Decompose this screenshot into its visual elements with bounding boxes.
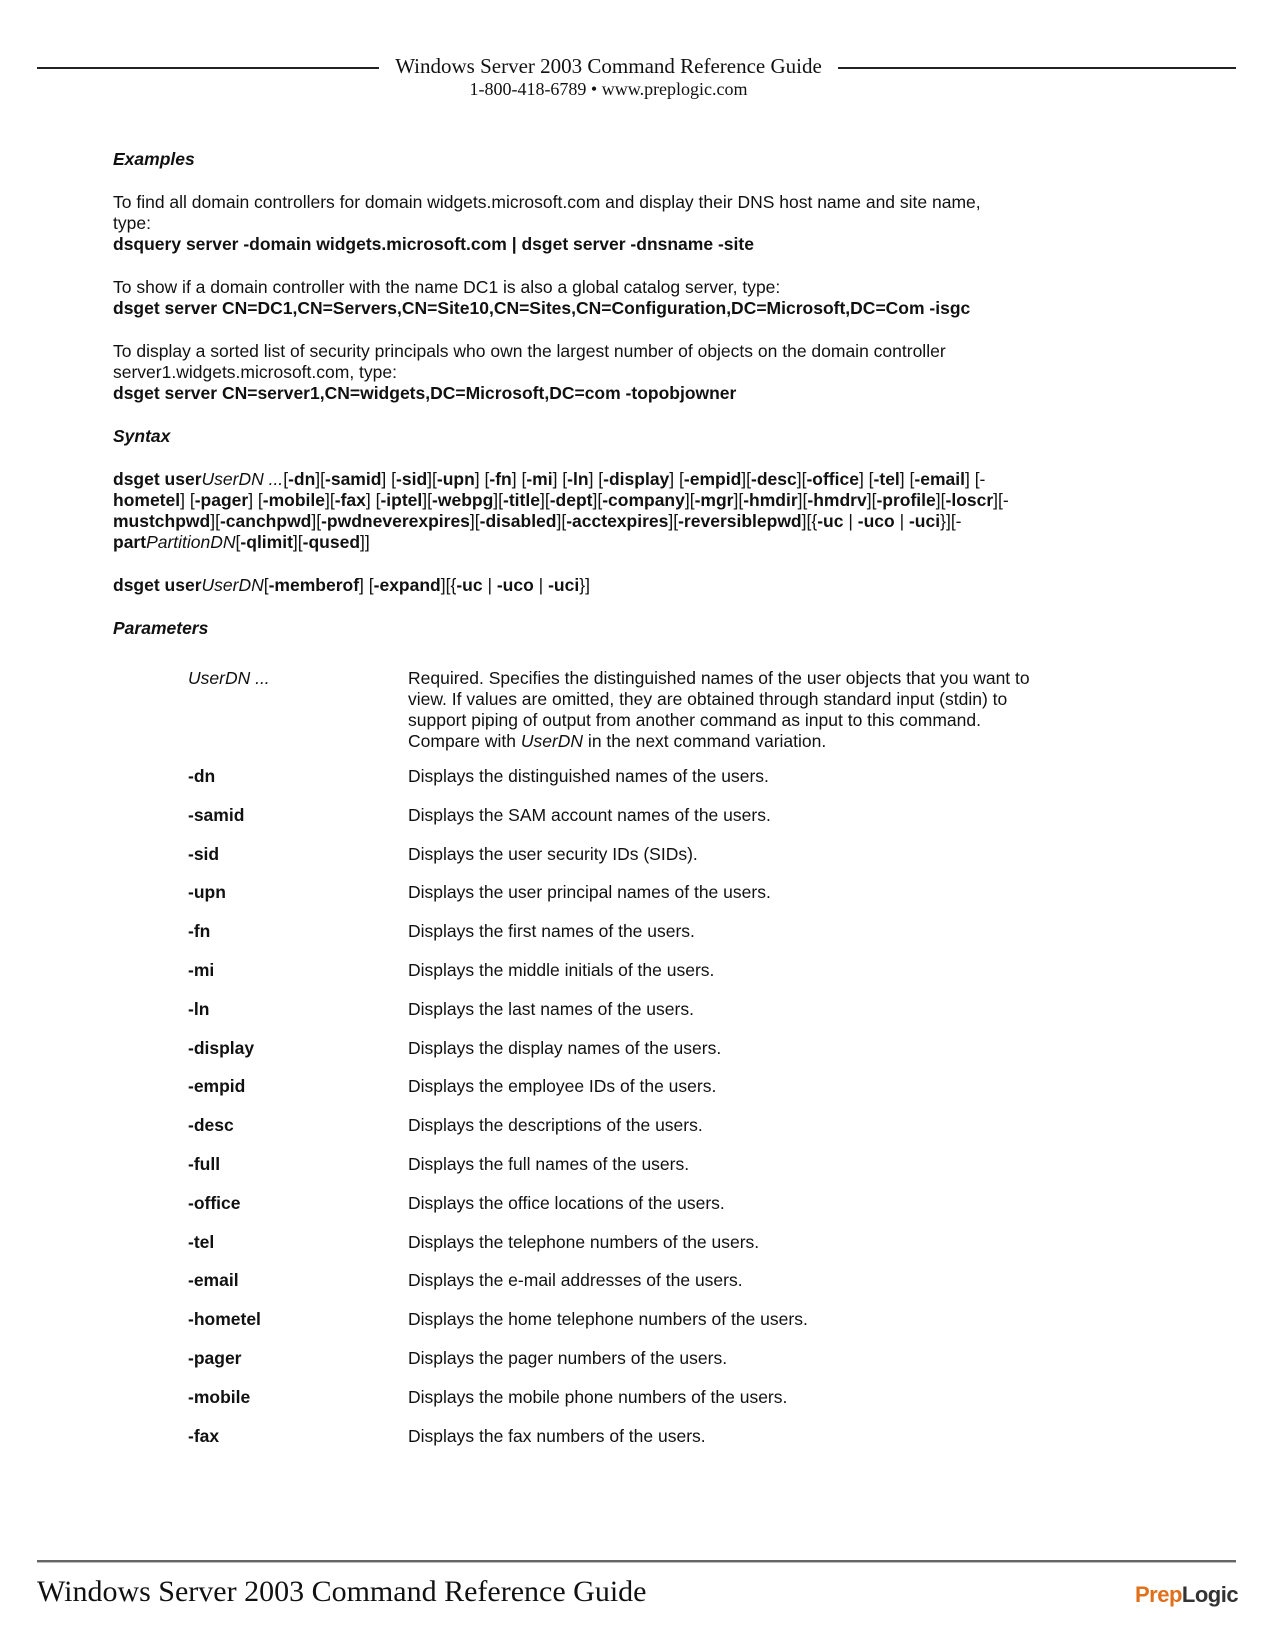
syntax-token: -desc xyxy=(751,469,797,489)
footer-title: Windows Server 2003 Command Reference Guide xyxy=(37,1575,647,1608)
parameter-description: Displays the middle initials of the users. xyxy=(408,959,715,980)
parameter-name: -samid xyxy=(188,804,245,825)
syntax-line-1 xyxy=(113,469,1083,490)
parameter-row xyxy=(188,1426,1088,1447)
syntax-token: -webpg xyxy=(432,490,494,510)
parameter-row xyxy=(188,1387,1088,1408)
syntax-line-2 xyxy=(113,490,1083,511)
syntax-token: -uc xyxy=(817,511,844,531)
parameter-description: Displays the user security IDs (SIDs). xyxy=(408,843,698,864)
syntax-line-4 xyxy=(113,532,1083,553)
syntax-token: -qlimit xyxy=(240,532,293,552)
syntax-token: -mi xyxy=(526,469,553,489)
parameter-description: Displays the home telephone numbers of the users. xyxy=(408,1309,808,1330)
parameter-description-line: Required. Specifies the distinguished names of the user objects that you want to xyxy=(408,668,1030,688)
syntax-token: ] [ xyxy=(669,469,684,489)
parameter-name: -display xyxy=(188,1037,255,1058)
parameter-row xyxy=(188,1193,1088,1214)
parameter-rows xyxy=(188,766,1088,1447)
parameter-description: Displays the last names of the users. xyxy=(408,998,694,1019)
syntax-token: ][ xyxy=(684,490,695,510)
syntax-token: ][ xyxy=(668,511,679,531)
syntax-token: dsget user xyxy=(113,575,202,595)
page-header xyxy=(0,50,1275,110)
parameter-description: Displays the full names of the users. xyxy=(408,1153,690,1174)
parameter-description: Displays the office locations of the users. xyxy=(408,1192,725,1213)
syntax-token: ] [ xyxy=(180,490,195,510)
syntax-token: UserDN xyxy=(201,575,264,595)
parameter-row xyxy=(188,1232,1088,1253)
syntax-token: part xyxy=(113,532,147,552)
syntax-token: | xyxy=(482,575,497,595)
syntax-token: -memberof xyxy=(268,575,360,595)
syntax-token: | xyxy=(894,511,909,531)
parameter-name: -mi xyxy=(188,959,215,980)
syntax-token: -ln xyxy=(567,469,589,489)
syntax-token: ][ xyxy=(733,490,744,510)
example-1-command: dsquery server -domain widgets.microsoft.com | dsget server -dnsname -site xyxy=(113,234,754,254)
parameter-row xyxy=(188,1270,1088,1291)
syntax-token: ] [ xyxy=(858,469,874,489)
parameter-row xyxy=(188,1348,1088,1369)
parameter-description: Displays the fax numbers of the users. xyxy=(408,1425,706,1446)
syntax-token: ][ xyxy=(469,511,480,531)
syntax-token: -uco xyxy=(857,511,895,531)
syntax-token: | xyxy=(843,511,858,531)
syntax-token: ][ xyxy=(422,490,433,510)
parameter-name: -sid xyxy=(188,843,220,864)
parameter-row xyxy=(188,766,1088,787)
parameter-row xyxy=(188,882,1088,903)
parameter-description: Displays the mobile phone numbers of the users. xyxy=(408,1386,788,1407)
syntax-token: ][ xyxy=(427,469,437,489)
syntax-token: PartitionDN xyxy=(146,532,236,552)
parameter-name: -fax xyxy=(188,1425,220,1446)
parameter-name: -pager xyxy=(188,1347,242,1368)
syntax-token: -mgr xyxy=(694,490,734,510)
syntax-token: -pwdneverexpires xyxy=(321,511,470,531)
syntax-token: ][ xyxy=(866,490,877,510)
parameter-name: -hometel xyxy=(188,1309,261,1330)
syntax-token: -iptel xyxy=(380,490,423,510)
parameters-heading: Parameters xyxy=(113,618,209,638)
syntax-line-3 xyxy=(113,511,1083,532)
syntax-token: ][ xyxy=(741,469,751,489)
syntax-token: -loscr xyxy=(945,490,994,510)
syntax-token: }] xyxy=(579,575,590,595)
parameter-row xyxy=(188,668,1088,752)
example-3-command: dsget server CN=server1,CN=widgets,DC=Microsoft,DC=com -topobjowner xyxy=(113,383,737,403)
syntax-token: -fax xyxy=(334,490,366,510)
parameter-name: -mobile xyxy=(188,1386,251,1407)
desc-text: Compare with xyxy=(408,731,521,751)
syntax-token: -company xyxy=(602,490,685,510)
header-rule-right xyxy=(838,67,1236,69)
syntax-token: -fn xyxy=(489,469,512,489)
parameter-row xyxy=(188,1076,1088,1097)
parameter-description-line: support piping of output from another command as input to this command. xyxy=(408,710,981,730)
example-2-text: To show if a domain controller with the name DC1 is also a global catalog server, type: xyxy=(113,277,781,297)
parameter-row xyxy=(188,960,1088,981)
syntax-token: }][- xyxy=(940,511,962,531)
syntax-token: ][{ xyxy=(801,511,818,531)
syntax-token: -hmdir xyxy=(743,490,798,510)
syntax-token: ] [ xyxy=(474,469,490,489)
syntax-token: -email xyxy=(914,469,965,489)
parameter-description-line xyxy=(408,731,1083,752)
parameter-description: Displays the e-mail addresses of the users. xyxy=(408,1270,743,1291)
syntax-token: -disabled xyxy=(479,511,557,531)
example-1-text-line-2: type: xyxy=(113,213,151,233)
syntax-heading: Syntax xyxy=(113,426,171,446)
parameter-description: Displays the employee IDs of the users. xyxy=(408,1076,717,1097)
syntax-token: -display xyxy=(603,469,670,489)
syntax-token: -title xyxy=(503,490,540,510)
parameter-name: -empid xyxy=(188,1076,246,1097)
syntax-token: ] [ xyxy=(365,490,381,510)
syntax-token: mustchpwd xyxy=(113,511,211,531)
syntax-token: -uci xyxy=(548,575,580,595)
example-3-text-line-2: server1.widgets.microsoft.com, type: xyxy=(113,362,397,382)
syntax-token: -profile xyxy=(876,490,936,510)
syntax-token: ][ xyxy=(797,490,808,510)
preplogic-logo xyxy=(1135,1582,1238,1608)
syntax-token: ][ xyxy=(292,532,303,552)
syntax-token: -canchpwd xyxy=(219,511,312,531)
syntax-token: -expand xyxy=(373,575,441,595)
desc-text: in the next command variation. xyxy=(583,731,827,751)
syntax-token: [ xyxy=(283,469,289,489)
syntax-token: ][ xyxy=(315,469,326,489)
syntax-token: ] [ xyxy=(381,469,397,489)
parameter-description: Displays the display names of the users. xyxy=(408,1037,722,1058)
parameter-name: -tel xyxy=(188,1231,215,1252)
syntax-token: -uc xyxy=(456,575,483,595)
parameter-name: UserDN ... xyxy=(188,668,270,688)
syntax-token: -acctexpires xyxy=(566,511,669,531)
example-2-command: dsget server CN=DC1,CN=Servers,CN=Site10,CN=Sites,CN=Configuration,DC=Microsoft,DC=Com -isgc xyxy=(113,298,971,318)
syntax-token: ][ xyxy=(539,490,550,510)
parameter-name: -desc xyxy=(188,1115,234,1136)
syntax-token: ][- xyxy=(993,490,1009,510)
syntax-token: ][ xyxy=(325,490,335,510)
parameter-name: -full xyxy=(188,1153,221,1174)
parameter-row xyxy=(188,999,1088,1020)
parameter-description: Displays the pager numbers of the users. xyxy=(408,1347,728,1368)
syntax-token: -upn xyxy=(436,469,475,489)
logo-text-prep: Prep xyxy=(1135,1582,1182,1607)
syntax-token: ] [ xyxy=(511,469,527,489)
desc-italic-text: UserDN xyxy=(520,731,584,751)
logo-text-logic: Logic xyxy=(1181,1582,1239,1607)
syntax-token: ][ xyxy=(935,490,946,510)
header-title: Windows Server 2003 Command Reference Guide xyxy=(395,54,822,78)
syntax-token: ] [ xyxy=(552,469,568,489)
footer-rule xyxy=(37,1560,1236,1562)
parameter-row xyxy=(188,1309,1088,1330)
parameter-description: Displays the descriptions of the users. xyxy=(408,1115,703,1136)
syntax-token: ][ xyxy=(311,511,322,531)
parameter-name: -email xyxy=(188,1270,239,1291)
example-3-text-line-1: To display a sorted list of security principals who own the largest number of objects on the domain controller xyxy=(113,341,946,361)
parameter-row xyxy=(188,1115,1088,1136)
parameter-description: Displays the SAM account names of the users. xyxy=(408,804,771,825)
syntax-token: -dn xyxy=(288,469,316,489)
syntax-token: -samid xyxy=(325,469,382,489)
syntax-token: -office xyxy=(806,469,859,489)
syntax-token: -reversiblepwd xyxy=(678,511,802,531)
parameter-description: Displays the telephone numbers of the users. xyxy=(408,1231,760,1252)
main-content xyxy=(113,149,1083,639)
parameter-name: -upn xyxy=(188,882,226,903)
example-1-text-line-1: To find all domain controllers for domain widgets.microsoft.com and display their DNS host name and site name, xyxy=(113,192,981,212)
parameter-name: -fn xyxy=(188,921,211,942)
syntax-token: ] [ xyxy=(899,469,915,489)
syntax-token: ][ xyxy=(210,511,220,531)
syntax-token: ] [ xyxy=(588,469,604,489)
parameter-description: Displays the user principal names of the users. xyxy=(408,882,771,903)
parameter-name: -dn xyxy=(188,766,216,786)
syntax-token: | xyxy=(533,575,549,595)
syntax-token: -dept xyxy=(549,490,593,510)
syntax-token: ][ xyxy=(796,469,807,489)
syntax-token: ]] xyxy=(360,532,370,552)
syntax-token: dsget user xyxy=(113,469,202,489)
syntax-token: -tel xyxy=(873,469,900,489)
syntax-token: [ xyxy=(263,575,269,595)
syntax-token: ] [ xyxy=(359,575,374,595)
parameters-table xyxy=(188,668,1088,1464)
syntax-token: -pager xyxy=(194,490,249,510)
syntax-token: -uci xyxy=(908,511,941,531)
parameter-row xyxy=(188,805,1088,826)
syntax-token: ][ xyxy=(592,490,603,510)
parameter-row xyxy=(188,1038,1088,1059)
parameter-description: Displays the first names of the users. xyxy=(408,921,695,942)
header-rule-left xyxy=(37,67,379,69)
syntax-token: UserDN ... xyxy=(201,469,284,489)
syntax-token: ] [- xyxy=(964,469,986,489)
syntax-token: ] [ xyxy=(248,490,263,510)
parameter-name: -ln xyxy=(188,998,210,1019)
parameter-name: -office xyxy=(188,1192,241,1213)
parameter-row xyxy=(188,921,1088,942)
parameter-row xyxy=(188,1154,1088,1175)
syntax-token: ][{ xyxy=(440,575,457,595)
syntax-token: -sid xyxy=(396,469,428,489)
syntax-token: -mobile xyxy=(262,490,326,510)
syntax-variation-2 xyxy=(113,575,1083,596)
parameter-description: Displays the distinguished names of the users. xyxy=(408,766,769,786)
syntax-token: ][ xyxy=(493,490,503,510)
examples-heading: Examples xyxy=(113,149,195,169)
syntax-token: -uco xyxy=(496,575,534,595)
parameter-row xyxy=(188,844,1088,865)
syntax-token: [ xyxy=(235,532,241,552)
syntax-token: ][ xyxy=(556,511,567,531)
parameter-description xyxy=(408,668,1083,752)
syntax-token: -hmdrv xyxy=(807,490,867,510)
syntax-token: hometel xyxy=(113,490,181,510)
syntax-token: -qused xyxy=(302,532,361,552)
syntax-token: -empid xyxy=(683,469,742,489)
parameter-description-line: view. If values are omitted, they are obtained through standard input (stdin) to xyxy=(408,689,1008,709)
header-contact: 1-800-418-6789 • www.preplogic.com xyxy=(469,79,748,99)
